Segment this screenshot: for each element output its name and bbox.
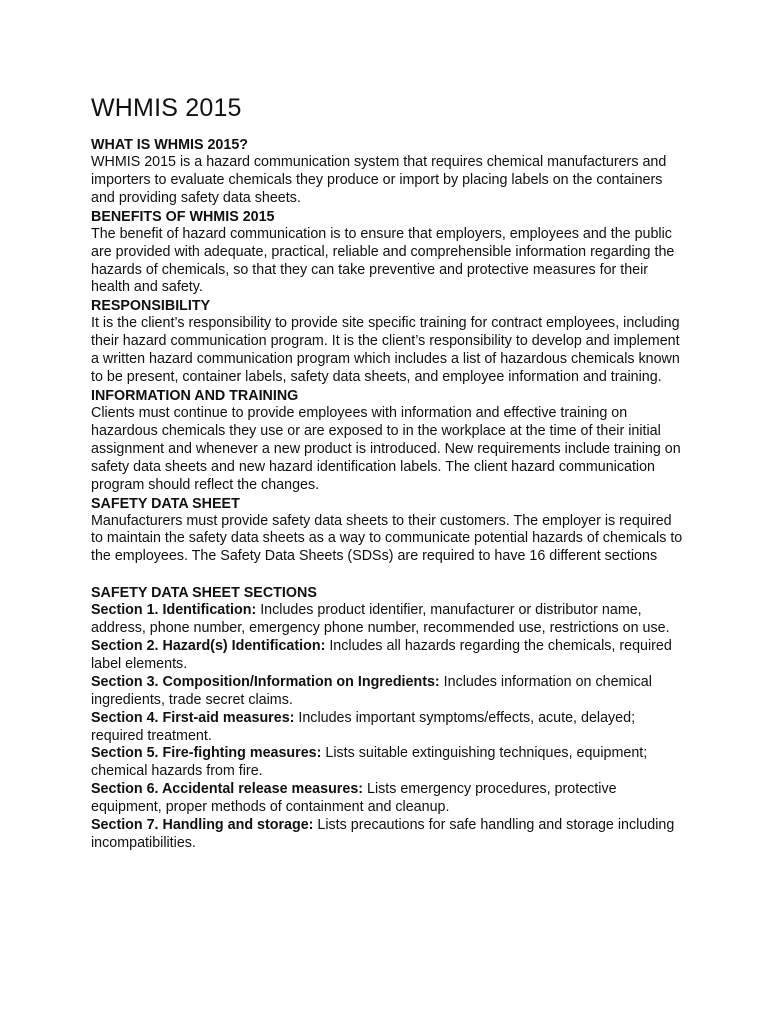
sds-item-text: Lists suitable extinguishing techniques, equipment; chemical hazards from fire. — [91, 745, 648, 780]
sds-item-text: Lists precautions for safe handling and storage including incompatibilities. — [91, 817, 675, 851]
section-body: The benefit of hazard communication is to ensure that employers, employees and the public are provided with adequate, practical, reliable and comprehensible information regarding the hazards of chemicals, so that they can take preventive and protective measures for their health and safety. — [91, 225, 675, 296]
section-heading: SAFETY DATA SHEET — [91, 495, 240, 512]
spacer — [91, 566, 683, 584]
information-training-section — [91, 387, 683, 495]
sds-item-label: Section 6. Accidental release measures: — [91, 781, 364, 798]
sds-item-label: Section 1. Identification: — [91, 602, 257, 619]
section-heading: INFORMATION AND TRAINING — [91, 387, 299, 404]
sds-item-text: Includes information on chemical ingredients, trade secret claims. — [91, 673, 652, 708]
section-body: Clients must continue to provide employees with information and effective training on hazardous chemicals they use or are exposed to in the workplace at the time of their initial assignment and whenever a new product is introduced. New requirements include training on safety data sheets and new hazard identification labels. The client hazard communication program should reflect the changes. — [91, 404, 681, 493]
sds-item-label: Section 4. First-aid measures: — [91, 709, 295, 726]
section-body: It is the client’s responsibility to provide site specific training for contract employees, including their hazard communication program. It is the client’s responsibility to develop and implement a written hazard communication program which includes a list of hazardous chemicals known to be present, container labels, safety data sheets, and employee information and training. — [91, 315, 680, 386]
sds-item-label: Section 7. Handling and storage: — [91, 817, 314, 834]
section-heading: SAFETY DATA SHEET SECTIONS — [91, 585, 317, 602]
sds-item — [91, 710, 683, 746]
what-is-section — [91, 136, 683, 208]
section-heading: RESPONSIBILITY — [91, 298, 211, 315]
sds-item — [91, 638, 683, 674]
sds-item-text: Includes important symptoms/effects, acute, delayed; required treatment. — [91, 709, 636, 744]
safety-data-sheet-section — [91, 495, 683, 567]
responsibility-section — [91, 297, 683, 387]
sds-item-text: Includes product identifier, manufacturer or distributor name, address, phone number, emergency phone number, recommended use, restrictions on use. — [91, 602, 670, 637]
benefits-section — [91, 208, 683, 298]
document-page — [91, 92, 683, 853]
sds-item — [91, 817, 683, 853]
sds-item-text: Lists emergency procedures, protective equipment, proper methods of containment and cleanup. — [91, 781, 617, 816]
section-body: WHMIS 2015 is a hazard communication system that requires chemical manufacturers and importers to evaluate chemicals they produce or import by placing labels on the containers and providing safety data sheets. — [91, 154, 667, 206]
sds-item — [91, 781, 683, 817]
section-heading: WHAT IS WHMIS 2015? — [91, 137, 249, 153]
section-body: Manufacturers must provide safety data sheets to their customers. The employer is required to maintain the safety data sheets as a way to communicate potential hazards of chemicals to the employees. The Safety Data Sheets (SDSs) are required to have 16 different sections — [91, 512, 683, 565]
sds-item-label: Section 3. Composition/Information on Ingredients: — [91, 673, 440, 690]
sds-item-text: Includes all hazards regarding the chemicals, required label elements. — [91, 638, 672, 672]
sds-item-label: Section 2. Hazard(s) Identification: — [91, 638, 326, 655]
sds-item-label: Section 5. Fire-fighting measures: — [91, 745, 322, 762]
sds-item — [91, 745, 683, 781]
document-title: WHMIS 2015 — [91, 94, 242, 122]
sds-item — [91, 674, 683, 710]
sds-sections-list — [91, 584, 683, 853]
section-heading: BENEFITS OF WHMIS 2015 — [91, 208, 275, 225]
sds-item — [91, 602, 683, 638]
